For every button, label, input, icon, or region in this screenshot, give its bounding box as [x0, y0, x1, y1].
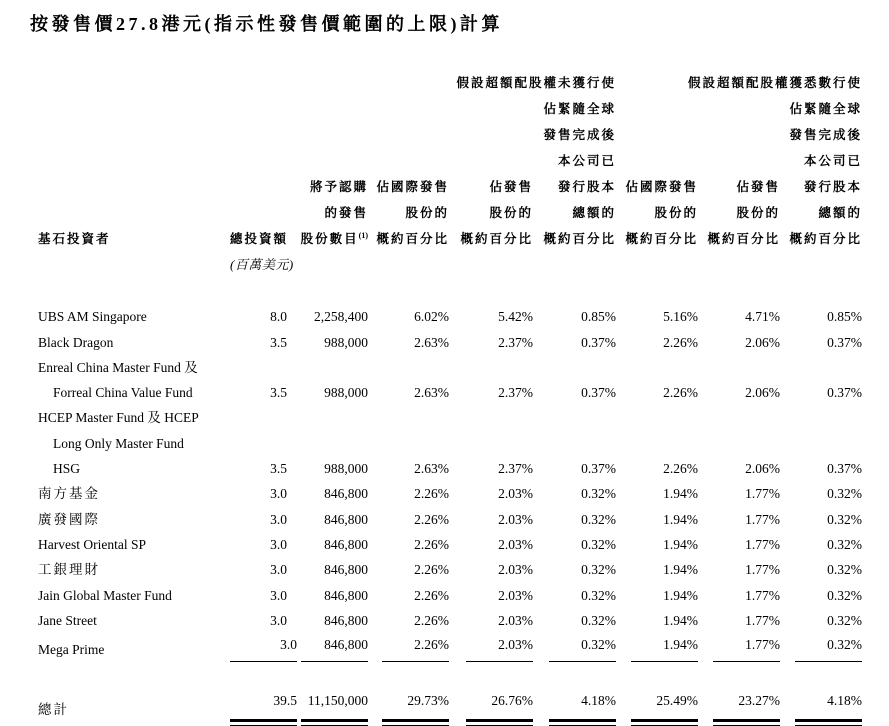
value-text: 846,800: [324, 587, 368, 603]
value-text: 2.26%: [414, 536, 449, 552]
value-text: 2.26%: [414, 562, 449, 578]
table-row: [38, 355, 862, 380]
value-cell: [368, 633, 449, 662]
value-cell: [287, 430, 368, 455]
value-text: 3.0: [270, 587, 287, 603]
value-text: 3.5: [270, 385, 287, 401]
value-text: 0.32%: [581, 536, 616, 552]
value-cell: [780, 506, 862, 531]
value-cell: [368, 608, 449, 633]
investor-name: Jain Global Master Fund: [38, 587, 172, 603]
value-cell: [368, 304, 449, 329]
investor-name: Enreal China Master Fund 及: [38, 359, 198, 375]
value-cell: [449, 456, 533, 481]
value-text: 2.63%: [414, 385, 449, 401]
value-cell: [287, 329, 368, 354]
value-text: 1.94%: [663, 511, 698, 527]
value-text: 3.0: [230, 633, 297, 662]
table-footer: [38, 662, 862, 722]
value-text: 2.63%: [414, 334, 449, 350]
value-text: 2.26%: [382, 633, 449, 662]
total-pct-intl-full: 25.49%: [616, 689, 698, 722]
value-cell: [780, 557, 862, 582]
table-row: [38, 304, 862, 329]
col-header-pct-intl-offering-full: 佔國際發售 股份的 概約百分比: [625, 180, 698, 246]
value-cell: [368, 329, 449, 354]
value-text: 1.77%: [745, 612, 780, 628]
value-text: 0.37%: [581, 334, 616, 350]
value-cell: [698, 532, 780, 557]
value-cell: [616, 608, 698, 633]
table-row: [38, 532, 862, 557]
value-cell: [449, 506, 533, 531]
value-text: 846,800: [324, 562, 368, 578]
value-text: 0.32%: [581, 612, 616, 628]
value-text: 0.32%: [549, 633, 616, 662]
col-header-investment: 總投資額 (百萬美元): [230, 96, 287, 278]
value-text: 2.03%: [498, 511, 533, 527]
value-cell: [698, 380, 780, 405]
value-text: 0.32%: [827, 511, 863, 527]
value-text: 846,800: [324, 486, 368, 502]
value-text: 2.37%: [498, 385, 533, 401]
value-text: 2.06%: [745, 461, 780, 477]
value-text: 1.94%: [663, 486, 698, 502]
investor-name: 工銀理財: [38, 562, 100, 578]
value-text: 2.26%: [414, 587, 449, 603]
investor-name: HCEP Master Fund 及 HCEP: [38, 410, 199, 426]
total-pct-capital: 4.18%: [533, 689, 616, 722]
investor-name: UBS AM Singapore: [38, 309, 147, 325]
investor-name: Forreal China Value Fund: [53, 385, 193, 401]
value-cell: [368, 481, 449, 506]
value-cell: [287, 456, 368, 481]
value-text: 2.26%: [663, 334, 698, 350]
value-cell: [230, 582, 287, 607]
value-cell: [533, 481, 616, 506]
value-text: 1.94%: [663, 612, 698, 628]
value-text: 6.02%: [414, 309, 449, 325]
value-text: 1.77%: [713, 633, 780, 662]
header-body-gap: [38, 278, 862, 304]
value-text: 988,000: [324, 334, 368, 350]
table-header: [38, 70, 862, 278]
investor-name: 廣發國際: [38, 511, 100, 527]
column-header-row: [38, 96, 862, 278]
col-header-pct-issued-capital-full: 佔緊隨全球 發售完成後 本公司已 發行股本 總額的 概約百分比: [789, 102, 863, 246]
value-cell: [230, 405, 287, 430]
value-text: 3.0: [270, 511, 287, 527]
col-header-investor: 基石投資者: [38, 232, 111, 246]
value-cell: [698, 506, 780, 531]
body-total-gap: [38, 662, 862, 689]
value-text: 5.42%: [498, 309, 533, 325]
total-investment: 39.5: [230, 689, 287, 722]
value-cell: [780, 481, 862, 506]
value-text: 0.32%: [581, 486, 616, 502]
value-text: 988,000: [324, 385, 368, 401]
value-cell: [287, 582, 368, 607]
value-cell: [368, 355, 449, 380]
value-cell: [287, 557, 368, 582]
value-cell: [780, 405, 862, 430]
value-cell: [449, 355, 533, 380]
table-body: [38, 278, 862, 662]
value-cell: [698, 430, 780, 455]
value-text: 3.5: [270, 461, 287, 477]
value-text: 0.32%: [827, 536, 863, 552]
value-text: 2.03%: [498, 587, 533, 603]
table-row: [38, 405, 862, 430]
investor-name: 南方基金: [38, 486, 100, 502]
value-text: 3.0: [270, 536, 287, 552]
value-text: 1.77%: [745, 511, 780, 527]
table-row: [38, 430, 862, 455]
value-text: 0.32%: [827, 486, 863, 502]
value-cell: [616, 456, 698, 481]
table-row: [38, 633, 862, 662]
value-cell: [698, 608, 780, 633]
value-cell: [287, 608, 368, 633]
value-cell: [698, 557, 780, 582]
value-cell: [698, 582, 780, 607]
value-cell: [368, 557, 449, 582]
value-text: 3.0: [270, 486, 287, 502]
investor-name: HSG: [53, 461, 81, 477]
value-cell: [533, 633, 616, 662]
value-text: 846,800: [324, 536, 368, 552]
value-cell: [780, 304, 862, 329]
value-cell: [616, 304, 698, 329]
value-text: 3.5: [270, 334, 287, 350]
table-row: [38, 506, 862, 531]
value-cell: [449, 532, 533, 557]
value-text: 0.32%: [581, 587, 616, 603]
value-cell: [616, 557, 698, 582]
value-text: 2.03%: [498, 536, 533, 552]
value-cell: [287, 506, 368, 531]
value-cell: [698, 456, 780, 481]
table-row: [38, 608, 862, 633]
value-text: 846,800: [301, 633, 368, 662]
value-cell: [449, 633, 533, 662]
value-cell: [780, 355, 862, 380]
footnote-ref-1: (1): [358, 230, 368, 240]
value-text: 2.26%: [414, 511, 449, 527]
value-cell: [533, 304, 616, 329]
group-header-empty: [38, 70, 368, 96]
value-cell: [368, 430, 449, 455]
value-cell: [698, 329, 780, 354]
value-cell: [449, 405, 533, 430]
total-pct-offer-full: 23.27%: [698, 689, 780, 722]
investor-name: Black Dragon: [38, 334, 114, 350]
total-pct-offer: 26.76%: [449, 689, 533, 722]
value-text: 1.94%: [663, 587, 698, 603]
value-cell: [616, 430, 698, 455]
value-text: 1.77%: [745, 562, 780, 578]
col-header-pct-issued-capital: 佔緊隨全球 發售完成後 本公司已 發行股本 總額的 概約百分比: [543, 102, 616, 246]
value-cell: [230, 557, 287, 582]
value-text: 3.0: [270, 562, 287, 578]
col-header-pct-offer-shares: 佔發售 股份的 概約百分比: [460, 180, 533, 246]
group-header-full-overallotment: 假設超額配股權獲悉數行使: [688, 76, 863, 90]
value-cell: [287, 633, 368, 662]
value-cell: [368, 405, 449, 430]
value-text: 1.77%: [745, 587, 780, 603]
value-cell: [230, 355, 287, 380]
value-text: 2.06%: [745, 385, 780, 401]
value-cell: [533, 430, 616, 455]
value-cell: [287, 481, 368, 506]
value-cell: [698, 355, 780, 380]
value-text: 0.85%: [581, 309, 616, 325]
value-cell: [616, 329, 698, 354]
value-text: 988,000: [324, 461, 368, 477]
value-cell: [449, 304, 533, 329]
value-text: 0.32%: [827, 612, 863, 628]
value-cell: [533, 557, 616, 582]
value-text: 1.77%: [745, 536, 780, 552]
value-cell: [533, 608, 616, 633]
value-cell: [698, 633, 780, 662]
investor-name: Jane Street: [38, 612, 97, 628]
value-cell: [287, 304, 368, 329]
value-cell: [780, 608, 862, 633]
value-cell: [698, 304, 780, 329]
value-text: 0.37%: [827, 334, 863, 350]
value-text: 2.37%: [498, 334, 533, 350]
investor-name: Mega Prime: [38, 641, 105, 657]
value-cell: [230, 481, 287, 506]
value-text: 4.71%: [745, 309, 780, 325]
table-row: [38, 481, 862, 506]
value-text: 2.37%: [498, 461, 533, 477]
value-text: 1.94%: [663, 562, 698, 578]
value-cell: [780, 456, 862, 481]
value-text: 0.37%: [827, 461, 863, 477]
value-cell: [230, 506, 287, 531]
value-cell: [616, 582, 698, 607]
value-cell: [230, 380, 287, 405]
value-cell: [368, 506, 449, 531]
value-text: 0.32%: [581, 511, 616, 527]
value-text: 0.32%: [827, 562, 863, 578]
value-text: 2,258,400: [314, 309, 368, 325]
value-cell: [533, 380, 616, 405]
total-pct-capital-full: 4.18%: [780, 689, 862, 722]
value-text: 2.03%: [466, 633, 533, 662]
value-cell: [616, 355, 698, 380]
value-cell: [449, 557, 533, 582]
table-row: [38, 456, 862, 481]
value-text: 0.37%: [581, 385, 616, 401]
value-text: 2.26%: [663, 385, 698, 401]
value-cell: [616, 481, 698, 506]
value-cell: [230, 608, 287, 633]
value-text: 2.63%: [414, 461, 449, 477]
table-row: [38, 557, 862, 582]
value-cell: [616, 506, 698, 531]
value-cell: [533, 506, 616, 531]
value-cell: [616, 633, 698, 662]
table-row: [38, 329, 862, 354]
value-text: 0.37%: [827, 385, 863, 401]
value-cell: [449, 582, 533, 607]
value-text: 8.0: [270, 309, 287, 325]
investor-name: Harvest Oriental SP: [38, 536, 146, 552]
value-text: 1.94%: [631, 633, 698, 662]
value-text: 5.16%: [663, 309, 698, 325]
investment-unit-label: (百萬美元): [230, 257, 294, 272]
value-text: 2.06%: [745, 334, 780, 350]
col-header-pct-intl-offering: 佔國際發售 股份的 概約百分比: [376, 180, 449, 246]
group-header-no-overallotment: 假設超額配股權未獲行使: [456, 76, 616, 90]
value-cell: [287, 380, 368, 405]
group-header-row: [38, 70, 862, 96]
value-cell: [449, 329, 533, 354]
value-cell: [368, 532, 449, 557]
value-cell: [533, 355, 616, 380]
value-cell: [533, 329, 616, 354]
value-text: 1.94%: [663, 536, 698, 552]
value-cell: [533, 532, 616, 557]
value-cell: [780, 329, 862, 354]
value-cell: [368, 456, 449, 481]
value-text: 0.37%: [581, 461, 616, 477]
value-cell: [780, 633, 862, 662]
value-cell: [780, 532, 862, 557]
value-cell: [533, 456, 616, 481]
value-cell: [449, 430, 533, 455]
investor-name: Long Only Master Fund: [53, 435, 184, 451]
value-cell: [230, 329, 287, 354]
value-cell: [533, 582, 616, 607]
value-cell: [780, 582, 862, 607]
value-text: 0.32%: [795, 633, 862, 662]
page-title: 按發售價27.8港元(指示性發售價範圍的上限)計算: [30, 14, 503, 34]
value-cell: [230, 633, 297, 662]
value-text: 2.03%: [498, 486, 533, 502]
value-cell: [698, 405, 780, 430]
value-cell: [780, 430, 862, 455]
total-pct-intl: 29.73%: [368, 689, 449, 722]
value-cell: [287, 532, 368, 557]
value-cell: [368, 582, 449, 607]
col-header-shares: 將予認購 的發售 股份數目$^{(1)}$: [300, 180, 368, 246]
value-text: 2.26%: [663, 461, 698, 477]
value-cell: [287, 405, 368, 430]
total-label: 總計: [38, 701, 69, 717]
value-text: 0.32%: [581, 562, 616, 578]
value-cell: [230, 430, 287, 455]
value-text: 0.32%: [827, 587, 863, 603]
value-cell: [449, 481, 533, 506]
value-cell: [230, 456, 287, 481]
value-text: 846,800: [324, 612, 368, 628]
value-cell: [616, 380, 698, 405]
value-text: 1.77%: [745, 486, 780, 502]
value-text: 2.03%: [498, 562, 533, 578]
value-cell: [287, 355, 368, 380]
value-cell: [616, 532, 698, 557]
value-text: 2.26%: [414, 486, 449, 502]
value-text: 2.03%: [498, 612, 533, 628]
table-row: [38, 380, 862, 405]
value-text: 0.85%: [827, 309, 863, 325]
value-cell: [449, 380, 533, 405]
value-text: 3.0: [270, 612, 287, 628]
value-cell: [616, 405, 698, 430]
value-cell: [449, 608, 533, 633]
value-cell: [533, 405, 616, 430]
value-cell: [698, 481, 780, 506]
total-shares: 11,150,000: [287, 689, 368, 722]
table-row: [38, 582, 862, 607]
value-cell: [230, 304, 287, 329]
value-text: 2.26%: [414, 612, 449, 628]
value-text: 846,800: [324, 511, 368, 527]
value-cell: [368, 380, 449, 405]
value-cell: [780, 380, 862, 405]
cornerstone-investors-table: [38, 70, 862, 722]
value-cell: [230, 532, 287, 557]
col-header-pct-offer-shares-full: 佔發售 股份的 概約百分比: [707, 180, 780, 246]
total-row: [38, 689, 862, 722]
